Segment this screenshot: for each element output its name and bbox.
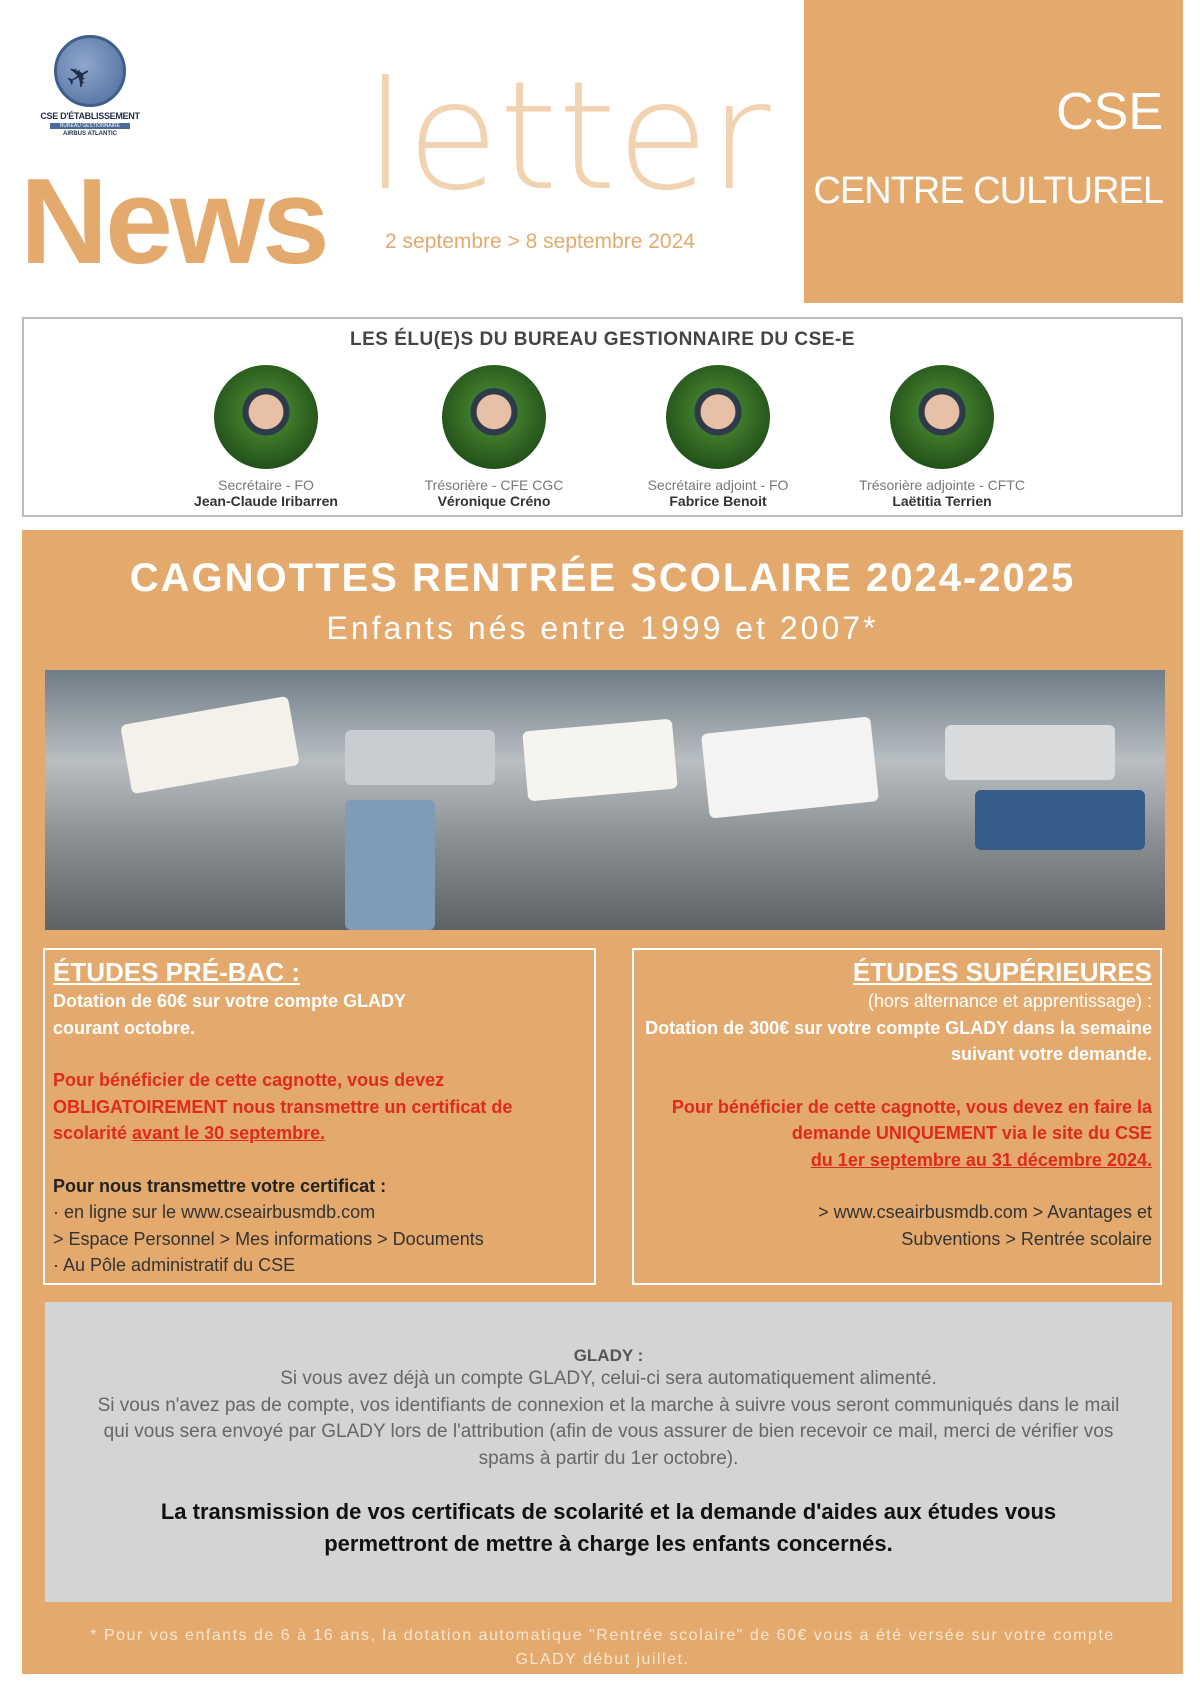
member-role: Secrétaire adjoint - FO [647, 477, 789, 493]
date-range: 2 septembre > 8 septembre 2024 [385, 230, 695, 253]
cagnottes-section [22, 530, 1183, 1674]
sup-warning: Pour bénéficier de cette cagnotte, vous devez en faire la demande UNIQUEMENT via le site du CSE [671, 1096, 1152, 1143]
prebac-box [43, 948, 596, 1285]
section-title: CAGNOTTES RENTRÉE SCOLAIRE 2024-2025 [129, 556, 1076, 600]
header-centre-culturel: CENTRE CULTUREL [813, 170, 1163, 212]
header-banner [804, 0, 1183, 303]
sup-dotation: Dotation de 300€ sur votre compte GLADY dans la semaine suivant votre demande. [645, 1017, 1152, 1064]
students-photo [45, 670, 1165, 930]
prebac-how-title: Pour nous transmettre votre certificat : [53, 1175, 387, 1196]
elus-title: LES ÉLU(E)S DU BUREAU GESTIONNAIRE DU CSE-E [350, 329, 855, 350]
member-role: Trésorière adjointe - CFTC [859, 477, 1025, 493]
member-role: Trésorière - CFE CGC [424, 477, 564, 493]
superieures-box [632, 948, 1162, 1285]
prebac-deadline: avant le 30 septembre. [132, 1123, 326, 1143]
section-subtitle: Enfants nés entre 1999 et 2007* [326, 610, 879, 646]
sup-note: (hors alternance et apprentissage) : [867, 991, 1152, 1011]
member-card [832, 365, 1052, 509]
prebac-dotation: Dotation de 60€ sur votre compte GLADY courant octobre. [53, 991, 406, 1038]
logo-line2: BUREAU GESTIONNAIRE [50, 123, 130, 129]
glady-title: GLADY : [573, 1346, 644, 1365]
member-name: Jean-Claude Iribarren [194, 493, 338, 509]
member-card [608, 365, 828, 509]
elus-section [22, 317, 1183, 517]
globe-plane-icon: ✈ [54, 35, 126, 107]
member-photo [214, 365, 318, 469]
glady-info-box [45, 1302, 1172, 1602]
member-card [156, 365, 376, 509]
glady-p1: Si vous avez déjà un compte GLADY, celui-ci sera automatiquement alimenté. [280, 1368, 937, 1389]
logo-line3: AIRBUS ATLANTIC [63, 131, 117, 137]
prebac-warning: Pour bénéficier de cette cagnotte, vous devez OBLIGATOIREMENT nous transmettre un certificat de scolarité [53, 1070, 513, 1143]
member-name: Fabrice Benoit [669, 493, 767, 509]
sup-path: > www.cseairbusmdb.com > Avantages et Subventions > Rentrée scolaire [818, 1202, 1152, 1249]
cse-logo [40, 35, 140, 150]
member-card [384, 365, 604, 509]
sup-period: du 1er septembre au 31 décembre 2024. [810, 1149, 1152, 1170]
member-name: Laëtitia Terrien [892, 493, 992, 509]
prebac-step: > Espace Personnel > Mes informations > Documents [53, 1228, 484, 1249]
glady-p2: Si vous n'avez pas de compte, vos identifiants de connexion et la marche à suivre vous seront communiqués dans le mail qui vous sera envoyé par GLADY lors de l'attribution (afin de vous assurer de bien recevoir ce mail, merci de vérifier vos spams à partir du 1er octobre). [97, 1394, 1120, 1469]
member-photo [666, 365, 770, 469]
newsletter-letter-word: letter [365, 50, 771, 224]
prebac-heading: ÉTUDES PRÉ-BAC : [53, 957, 301, 987]
header-cse: CSE [1056, 83, 1163, 141]
member-photo [890, 365, 994, 469]
footnote: * Pour vos enfants de 6 à 16 ans, la dotation automatique "Rentrée scolaire" de 60€ vous a été versée sur votre compte GLADY début juillet. [90, 1627, 1115, 1668]
member-role: Secrétaire - FO [218, 477, 314, 493]
member-photo [442, 365, 546, 469]
prebac-step: · Au Pôle administratif du CSE [53, 1255, 296, 1275]
logo-line1: CSE D'ÉTABLISSEMENT [40, 111, 140, 121]
newsletter-news-word: News [20, 153, 327, 289]
member-name: Véronique Créno [437, 493, 551, 509]
prebac-step: · en ligne sur le www.cseairbusmdb.com [53, 1202, 376, 1222]
glady-bold-note: La transmission de vos certificats de scolarité et la demande d'aides aux études vous permettront de mettre à charge les enfants concernés. [160, 1499, 1057, 1556]
sup-heading: ÉTUDES SUPÉRIEURES [852, 957, 1152, 987]
